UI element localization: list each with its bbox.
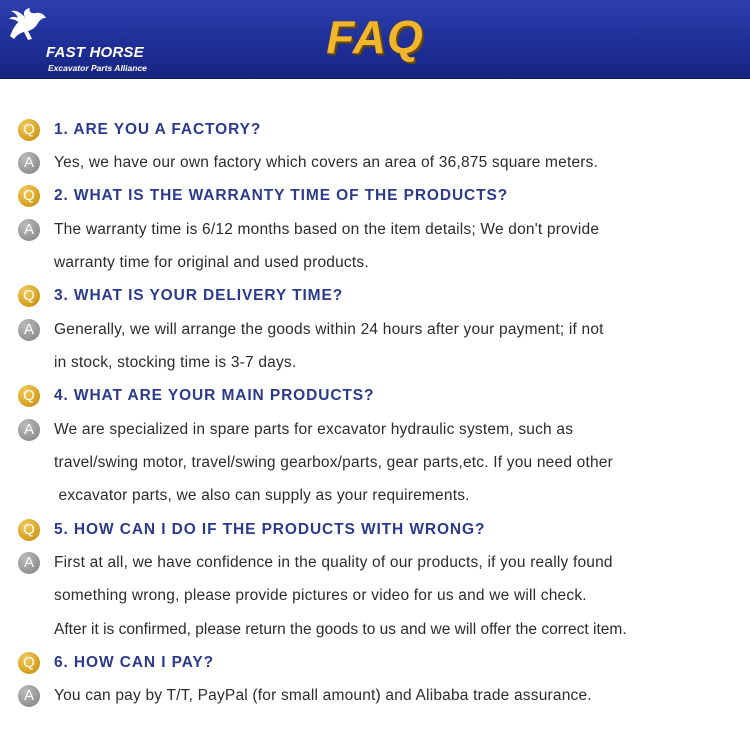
page-title: FAQ: [326, 11, 424, 63]
answer-badge-icon: A: [18, 685, 40, 707]
answer-text: You can pay by T/T, PayPal (for small amount) and Alibaba trade assurance.: [54, 687, 592, 704]
answer-text: Yes, we have our own factory which covers an area of 36,875 square meters.: [54, 154, 599, 171]
question-text: 4. WHAT ARE YOUR MAIN PRODUCTS?: [54, 387, 375, 404]
answer-text: After it is confirmed, please return the goods to us and we will offer the correct item.: [54, 621, 627, 638]
question-text: 5. HOW CAN I DO IF THE PRODUCTS WITH WRONG?: [54, 521, 486, 538]
question-badge-icon: Q: [18, 652, 40, 674]
answer-text: We are specialized in spare parts for excavator hydraulic system, such as: [54, 421, 574, 438]
answer-badge-icon: A: [18, 419, 40, 441]
question-badge-icon: Q: [18, 185, 40, 207]
answer-text: excavator parts, we also can supply as your requirements.: [54, 487, 470, 504]
question-badge-icon: Q: [18, 385, 40, 407]
question-text: 2. WHAT IS THE WARRANTY TIME OF THE PRODUCTS?: [54, 187, 509, 204]
brand-name: FAST HORSE: [46, 44, 144, 61]
question-text: 6. HOW CAN I PAY?: [54, 654, 214, 671]
answer-badge-icon: A: [18, 219, 40, 241]
question-badge-icon: Q: [18, 119, 40, 141]
brand-tagline: Excavator Parts Alliance: [48, 63, 147, 73]
question-badge-icon: Q: [18, 285, 40, 307]
answer-badge-icon: A: [18, 319, 40, 341]
answer-text: something wrong, please provide pictures or video for us and we will check.: [54, 587, 587, 604]
answer-text: Generally, we will arrange the goods within 24 hours after your payment; if not: [54, 321, 604, 338]
answer-badge-icon: A: [18, 552, 40, 574]
header-banner: [0, 0, 750, 79]
question-text: 1. ARE YOU A FACTORY?: [54, 121, 262, 138]
question-text: 3. WHAT IS YOUR DELIVERY TIME?: [54, 287, 344, 304]
answer-text: First at all, we have confidence in the quality of our products, if you really found: [54, 554, 613, 571]
answer-text: warranty time for original and used products.: [54, 254, 369, 271]
answer-text: The warranty time is 6/12 months based on the item details; We don't provide: [54, 221, 600, 238]
question-badge-icon: Q: [18, 519, 40, 541]
answer-text: in stock, stocking time is 3-7 days.: [54, 354, 297, 371]
answer-badge-icon: A: [18, 152, 40, 174]
answer-text: travel/swing motor, travel/swing gearbox/parts, gear parts,etc. If you need other: [54, 454, 613, 471]
